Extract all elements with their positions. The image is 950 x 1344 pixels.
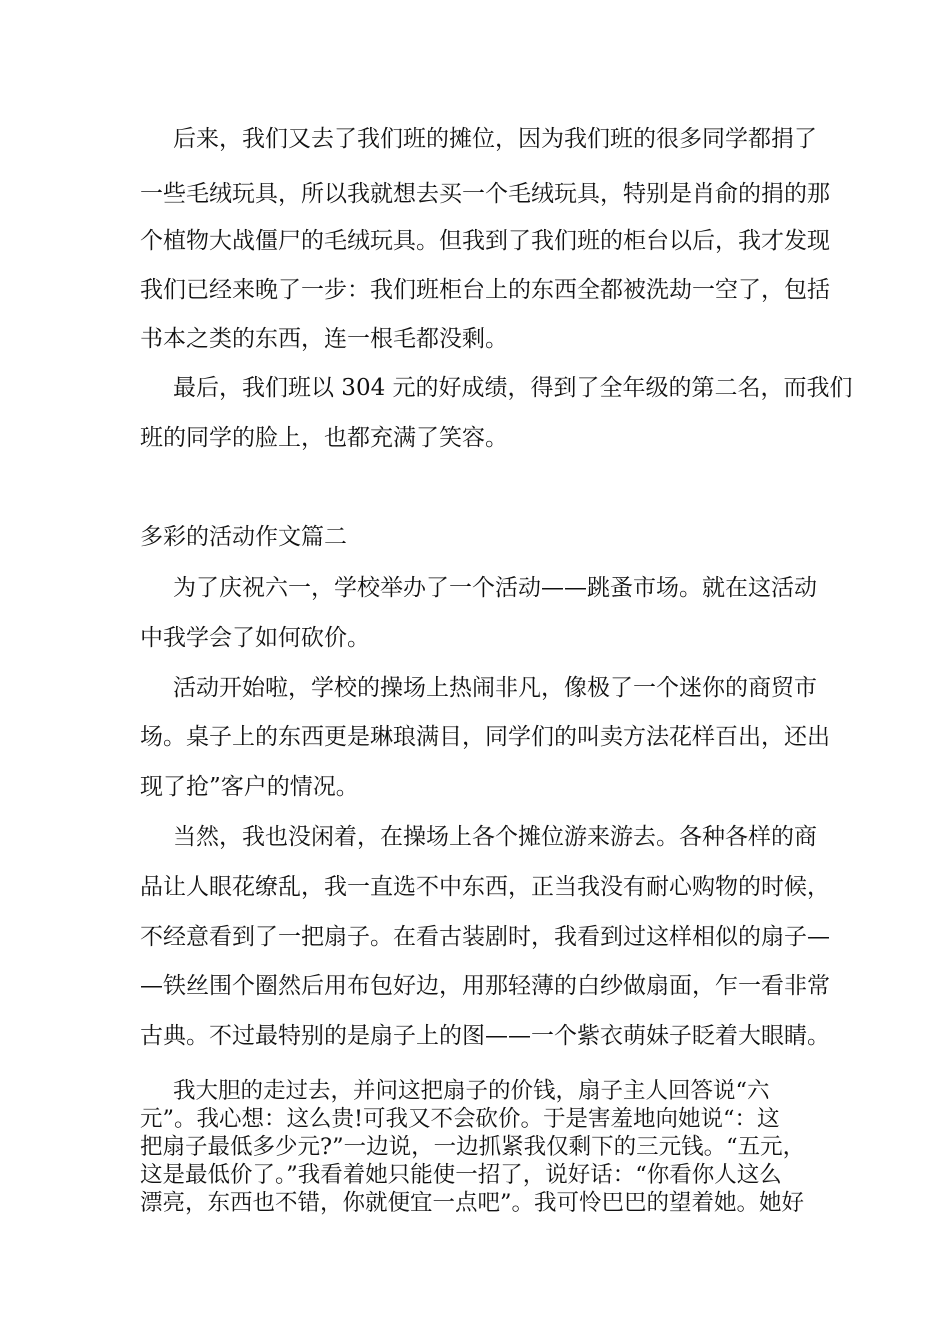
text-line: 我大胆的走过去，并问这把扇子的价钱，扇子主人回答说“六 bbox=[173, 1078, 770, 1104]
section-title: 多彩的活动作文篇二 bbox=[140, 524, 347, 550]
text-line: 班的同学的脸上，也都充满了笑容。 bbox=[140, 425, 508, 451]
text-line: 元”。我心想：这么贵!可我又不会砍价。于是害羞地向她说“：这 bbox=[140, 1106, 780, 1132]
text-line: 书本之类的东西，连一根毛都没剩。 bbox=[140, 326, 508, 352]
text-line: 现了抢”客户的情况。 bbox=[140, 774, 359, 800]
text-line: 个植物大战僵尸的毛绒玩具。但我到了我们班的柜台以后，我才发现 bbox=[140, 228, 830, 254]
text-line: 当然，我也没闲着，在操场上各个摊位游来游去。各种各样的商 bbox=[173, 824, 817, 850]
text-line: 场。桌子上的东西更是琳琅满目，同学们的叫卖方法花样百出，还出 bbox=[140, 724, 830, 750]
text-line: 我们已经来晚了一步：我们班柜台上的东西全都被洗劫一空了，包括 bbox=[140, 277, 830, 303]
text-line: 中我学会了如何砍价。 bbox=[140, 625, 370, 651]
text-line: 活动开始啦，学校的操场上热闹非凡，像极了一个迷你的商贸市 bbox=[173, 675, 817, 701]
text-line: 把扇子最低多少元?”一边说，一边抓紧我仅剩下的三元钱。“五元， bbox=[140, 1134, 806, 1160]
text-line: 古典。不过最特别的是扇子上的图——一个紫衣萌妹子眨着大眼睛。 bbox=[140, 1023, 830, 1049]
text-line: 不经意看到了一把扇子。在看古装剧时，我看到过这样相似的扇子— bbox=[140, 924, 830, 950]
text-line: 后来，我们又去了我们班的摊位，因为我们班的很多同学都捐了 bbox=[173, 126, 817, 152]
text-line: 为了庆祝六一，学校举办了一个活动——跳蚤市场。就在这活动 bbox=[173, 575, 817, 601]
text-line: 最后，我们班以 304 元的好成绩，得到了全年级的第二名，而我们 bbox=[173, 375, 853, 401]
text-line: 一些毛绒玩具，所以我就想去买一个毛绒玩具，特别是肖俞的捐的那 bbox=[140, 181, 830, 207]
text-line: —铁丝围个圈然后用布包好边，用那轻薄的白纱做扇面，乍一看非常 bbox=[140, 973, 830, 999]
text-line: 品让人眼花缭乱，我一直选不中东西，正当我没有耐心购物的时候， bbox=[140, 874, 830, 900]
text-line: 漂亮，东西也不错，你就便宜一点吧”。我可怜巴巴的望着她。她好 bbox=[140, 1190, 805, 1216]
text-line: 这是最低价了。”我看着她只能使一招了，说好话：“你看你人这么 bbox=[140, 1162, 782, 1188]
